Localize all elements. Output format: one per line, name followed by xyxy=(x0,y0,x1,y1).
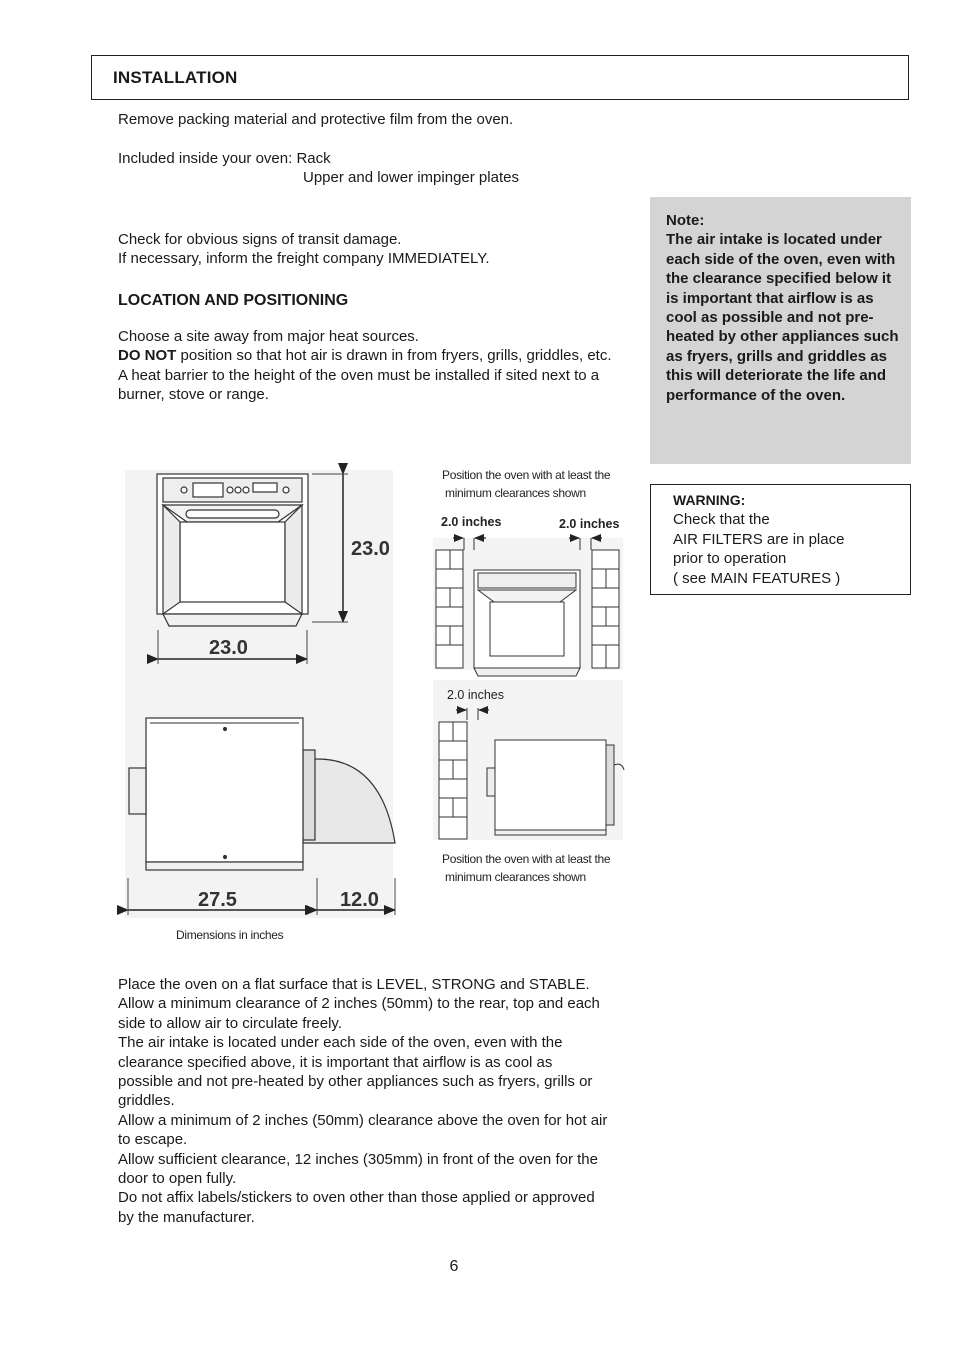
side-depth-label: 27.5 xyxy=(198,889,237,911)
note-title: Note: xyxy=(666,212,705,229)
oven-front-view xyxy=(157,474,308,626)
warning-line-4: ( see MAIN FEATURES ) xyxy=(673,569,841,587)
front-width-label: 23.0 xyxy=(209,637,248,659)
front-clearance-oven xyxy=(474,570,580,676)
warning-title: WARNING: xyxy=(673,492,746,508)
note-text: The air intake is located under each side of the oven, even with the clearance specified below it is important that airflow is as cool as possible and not pre-heated by other appliances such as fryers, grills and griddles as this will deteriorate the life and performance of the oven. xyxy=(666,231,899,404)
right-clearance-label: 2.0 inches xyxy=(559,517,620,531)
do-not-rest: position so that hot air is drawn in from fryers, grills, griddles, etc. xyxy=(176,347,612,365)
location-heading: LOCATION AND POSITIONING xyxy=(118,292,349,309)
dimensions-note: Dimensions in inches xyxy=(176,928,284,942)
clearance-caption-bottom-line-2: minimum clearances shown xyxy=(445,870,586,884)
do-not-emphasis: DO NOT xyxy=(118,347,177,365)
door-clearance-label: 12.0 xyxy=(340,889,379,911)
clearance-caption-top xyxy=(442,466,610,502)
placement-air-intake: The air intake is located under each side of the oven, even with the clearance specified above, it is important that airflow is as cool as possible and not pre-heated by other appliances such as fryers, grills or griddles. xyxy=(118,1034,593,1110)
clearance-caption-top-line-2: minimum clearances shown xyxy=(445,486,586,500)
front-height-label: 23.0 xyxy=(351,538,390,560)
placement-labels: Do not affix labels/stickers to oven other than those applied or approved by the manufacturer. xyxy=(118,1189,595,1226)
left-clearance-label: 2.0 inches xyxy=(441,515,502,529)
heat-source-text: Choose a site away from major heat sources. xyxy=(118,328,419,345)
rear-clearance-label: 2.0 inches xyxy=(447,688,504,702)
placement-door-clearance: Allow sufficient clearance, 12 inches (305mm) in front of the oven for the door to open fully. xyxy=(118,1150,598,1188)
page-number: 6 xyxy=(449,1258,459,1275)
included-item-plates: Upper and lower impinger plates xyxy=(303,169,519,186)
placement-clearance: Allow a minimum clearance of 2 inches (50mm) to the rear, top and each side to allow air to circulate freely. xyxy=(118,995,600,1032)
warning-line-3: prior to operation xyxy=(673,550,787,568)
remove-packing-text: Remove packing material and protective film from the oven. xyxy=(118,111,514,128)
placement-level: Place the oven on a flat surface that is LEVEL, STRONG and STABLE. xyxy=(118,976,590,993)
freight-company-text: If necessary, inform the freight company IMMEDIATELY. xyxy=(118,250,490,267)
placement-instructions xyxy=(118,975,610,1227)
warning-line-2: AIR FILTERS are in place xyxy=(673,530,845,548)
clearance-caption-bottom xyxy=(442,850,610,886)
placement-top-clearance: Allow a minimum of 2 inches (50mm) clearance above the oven for hot air to escape. xyxy=(118,1111,608,1149)
heat-barrier-text: A heat barrier to the height of the oven must be installed if sited next to a burner, stove or range. xyxy=(118,366,600,404)
clearance-caption-bottom-line-1: Position the oven with at least the xyxy=(442,852,611,866)
clearance-caption-top-line-1: Position the oven with at least the xyxy=(442,468,611,482)
transit-damage-text: Check for obvious signs of transit damage. xyxy=(118,231,402,248)
side-clearance-wall xyxy=(439,722,467,839)
warning-line-1: Check that the xyxy=(673,511,770,529)
side-clearance-oven xyxy=(487,740,624,835)
section-title: INSTALLATION xyxy=(113,68,238,87)
included-items-label: Included inside your oven: Rack xyxy=(118,150,331,167)
